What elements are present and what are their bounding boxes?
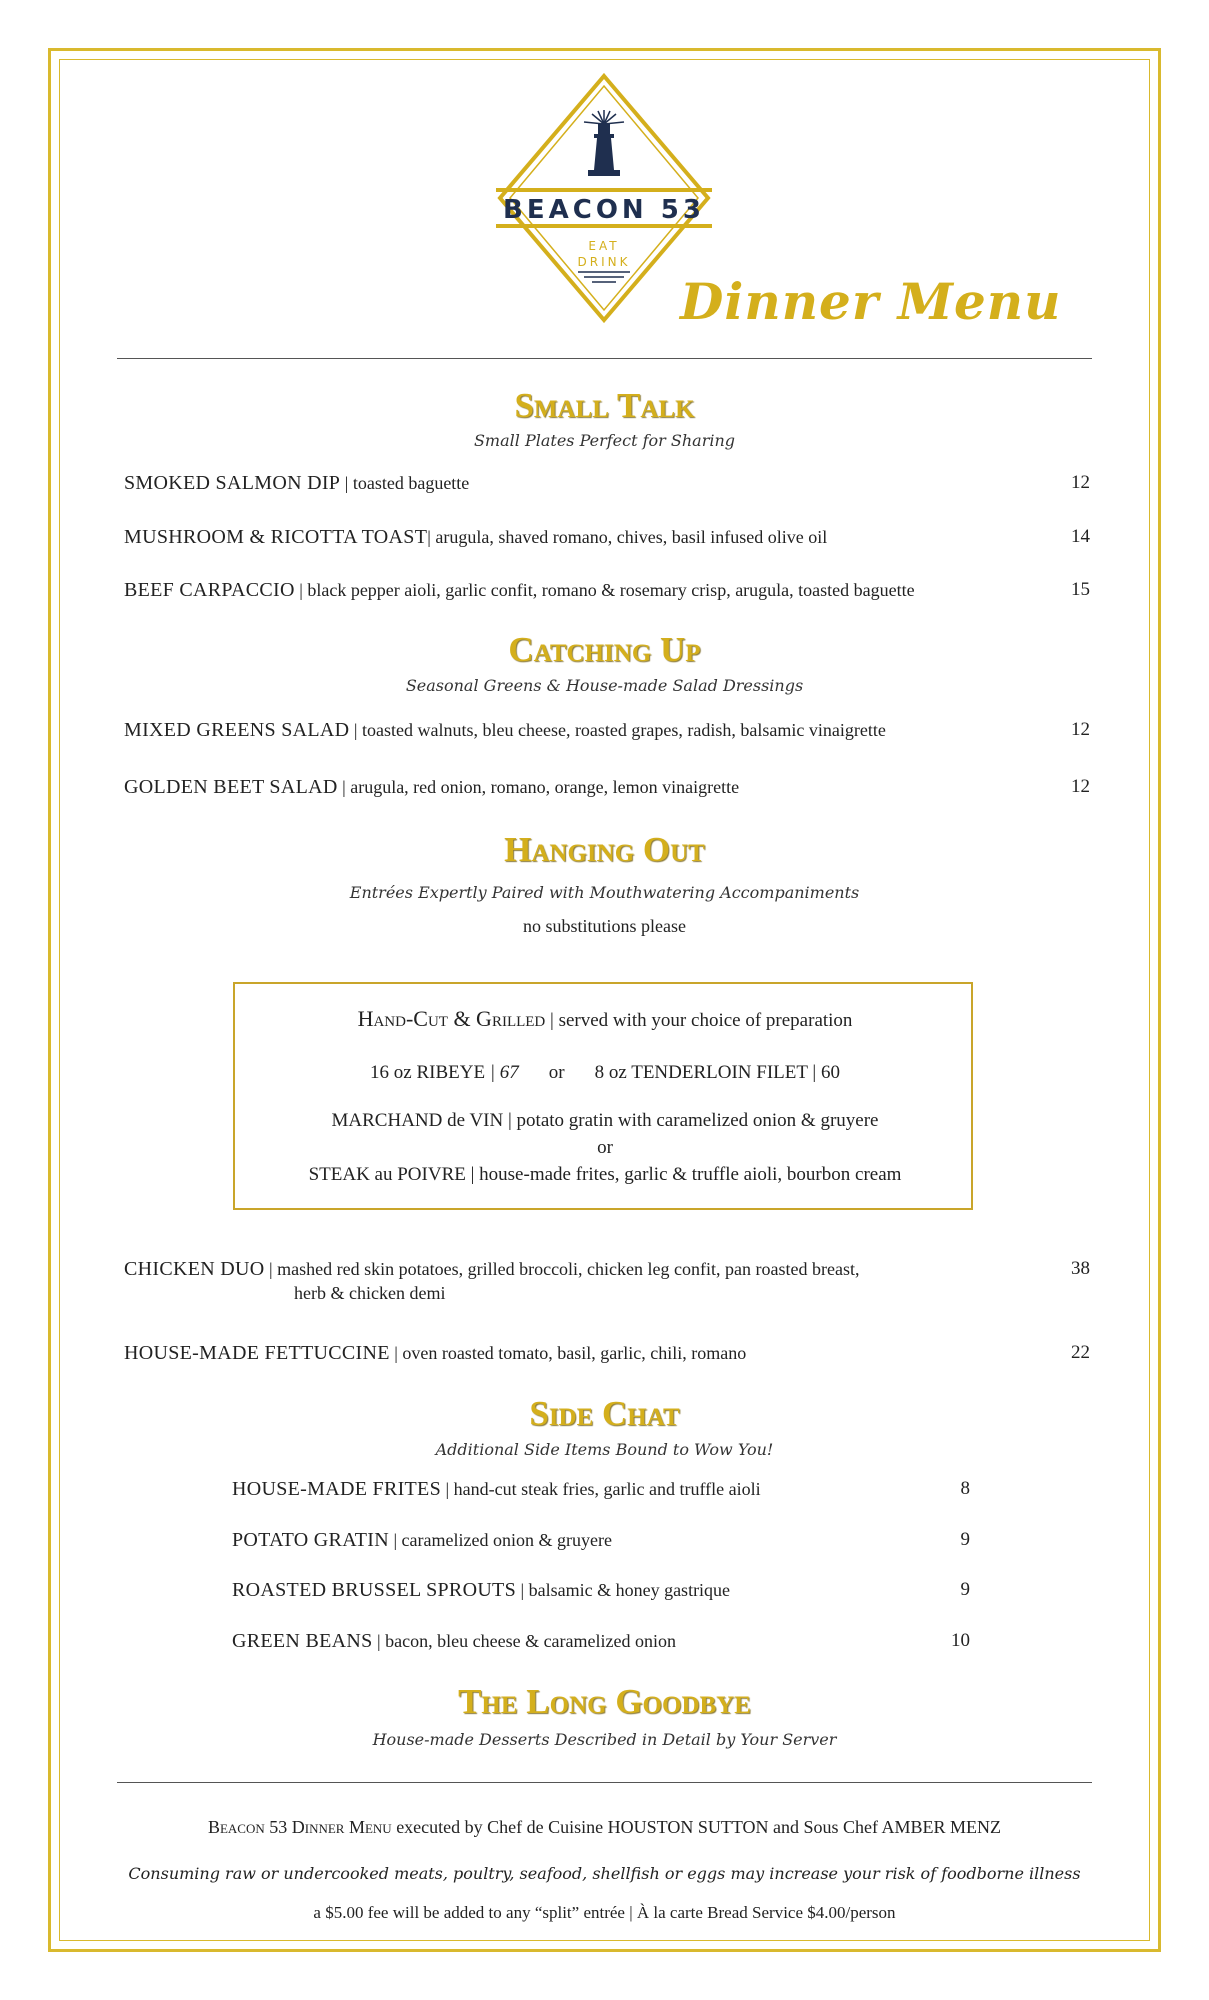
section-subtitle-hanging-out: Entrées Expertly Paired with Mouthwatering Accompaniments [349, 883, 860, 902]
item-price: 9 [960, 1579, 970, 1600]
item-price: 12 [1071, 719, 1090, 740]
brand-tag-eat: EAT [588, 239, 620, 253]
brand-name: BEACON 53 [503, 195, 705, 225]
section-title-catching-up: Catching Up [508, 630, 701, 669]
section-title-hanging-out: Hanging Out [504, 830, 705, 869]
item-price: 38 [1071, 1258, 1090, 1279]
steak-heading: Hand-Cut & Grilled | served with your choice of preparation [357, 1006, 853, 1031]
menu-item: HOUSE-MADE FRITES | hand-cut steak fries, garlic and truffle aioli [232, 1478, 761, 1500]
menu-item: HOUSE-MADE FETTUCCINE | oven roasted tomato, basil, garlic, chili, romano [124, 1342, 747, 1364]
menu-item: ROASTED BRUSSEL SPROUTS | balsamic & honey gastrique [232, 1579, 731, 1601]
item-price: 8 [960, 1478, 970, 1499]
section-subtitle-small-talk: Small Plates Perfect for Sharing [473, 431, 736, 450]
section-title-side-chat: Side Chat [529, 1394, 680, 1433]
steak-prep-1: MARCHAND de VIN | potato gratin with caramelized onion & gruyere [331, 1110, 879, 1131]
item-price: 15 [1071, 579, 1090, 600]
steak-box [233, 982, 973, 1210]
brand-tag-drink: DRINK [577, 255, 631, 269]
lighthouse-icon [584, 110, 624, 176]
steak-cuts: 16 oz RIBEYE | 67 or 8 oz TENDERLOIN FILET | 60 [370, 1062, 840, 1083]
menu-item: CHICKEN DUO | mashed red skin potatoes, grilled broccoli, chicken leg confit, pan roasted breast, [124, 1258, 860, 1280]
menu-title: Dinner Menu [680, 272, 1062, 331]
section-subtitle-catching-up: Seasonal Greens & House-made Salad Dressings [405, 676, 804, 695]
menu-item: MUSHROOM & RICOTTA TOAST| arugula, shaved romano, chives, basil infused olive oil [124, 526, 828, 548]
section-subtitle-side-chat: Additional Side Items Bound to Wow You! [435, 1440, 774, 1459]
menu-item: MIXED GREENS SALAD | toasted walnuts, bleu cheese, roasted grapes, radish, balsamic vinaigrette [124, 719, 886, 741]
substitutions-note: no substitutions please [523, 916, 686, 936]
item-price: 10 [951, 1630, 970, 1651]
menu-item-continued: herb & chicken demi [294, 1283, 446, 1303]
menu-item: GREEN BEANS | bacon, bleu cheese & caramelized onion [232, 1630, 676, 1652]
item-price: 22 [1071, 1342, 1090, 1363]
divider-bottom [117, 1782, 1092, 1783]
footer-credits: Beacon 53 Dinner Menu executed by Chef de Cuisine HOUSTON SUTTON and Sous Chef AMBER MENZ [207, 1817, 1002, 1837]
item-price: 12 [1071, 472, 1090, 493]
menu-item: POTATO GRATIN | caramelized onion & gruyere [232, 1529, 612, 1551]
section-title-small-talk: Small Talk [514, 386, 695, 425]
section-subtitle-long-goodbye: House-made Desserts Described in Detail by Your Server [372, 1730, 837, 1749]
steak-prep-2: STEAK au POIVRE | house-made frites, garlic & truffle aioli, bourbon cream [308, 1164, 902, 1185]
steak-or: or [597, 1137, 613, 1158]
item-price: 9 [960, 1529, 970, 1550]
waves-icon [578, 272, 630, 282]
item-price: 12 [1071, 776, 1090, 797]
menu-item: GOLDEN BEET SALAD | arugula, red onion, romano, orange, lemon vinaigrette [124, 776, 740, 798]
footer-fees: a $5.00 fee will be added to any “split” entrée | À la carte Bread Service $4.00/person [313, 1903, 896, 1922]
divider-top [117, 358, 1092, 359]
menu-item: BEEF CARPACCIO | black pepper aioli, garlic confit, romano & rosemary crisp, arugula, toasted baguette [124, 579, 915, 601]
item-price: 14 [1071, 526, 1090, 547]
footer-warning: Consuming raw or undercooked meats, poultry, seafood, shellfish or eggs may increase your risk of foodborne illness [128, 1864, 1081, 1883]
menu-item: SMOKED SALMON DIP | toasted baguette [124, 472, 470, 494]
section-title-long-goodbye: The Long Goodbye [458, 1682, 751, 1721]
